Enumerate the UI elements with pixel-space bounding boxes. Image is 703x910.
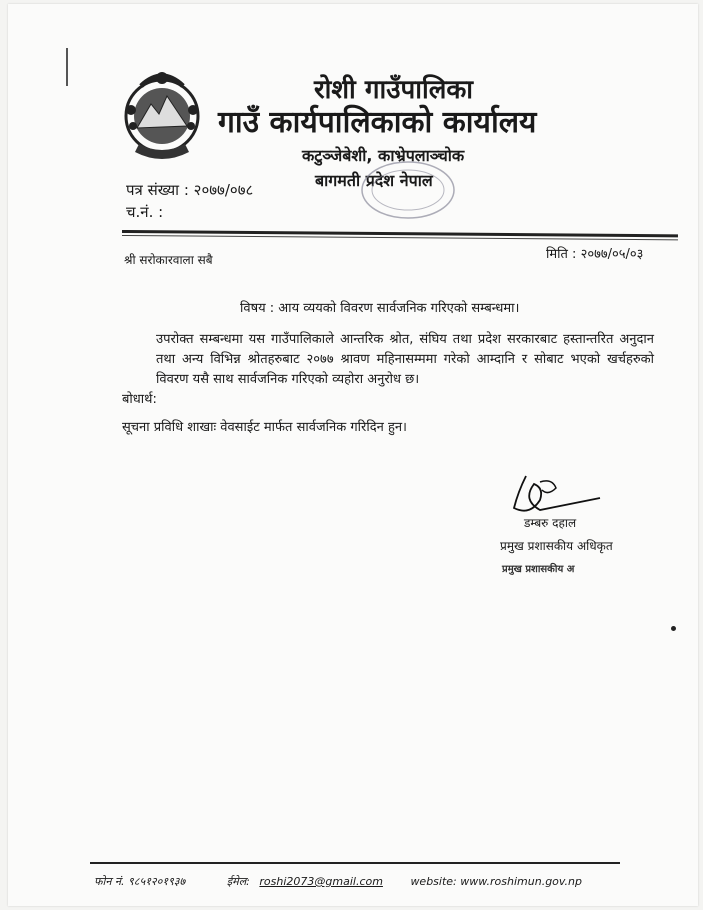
- letter-body: उपरोक्त सम्बन्धमा यस गाउँपालिकाले आन्तरिक श्रोत, संघिय तथा प्रदेश सरकारबाट हस्तान्तरित अनुदान तथा अन्य विभिन्न श्रोतहरुबाट २०७७ श्रावण महिनासम्ममा गरेको आम्दानि र सोबाट भएको खर्चहरुको विवरण यसै साथ सार्वजनिक गरिएको व्यहोरा अनुरोध छ।: [156, 332, 654, 387]
- signatory-stamp: प्रमुख प्रशासकीय अ: [502, 564, 575, 575]
- footer-divider: [90, 862, 620, 864]
- municipality-name: रोशी गाउँपालिका: [314, 75, 474, 105]
- binder-mark: [66, 48, 68, 86]
- reference-number: पत्र संख्या : २०७७/०७८: [126, 181, 254, 199]
- letter-subject: विषय : आय व्ययको विवरण सार्वजनिक गरिएको सम्बन्धमा।: [240, 301, 520, 316]
- office-province: बागमती प्रदेश नेपाल: [315, 171, 433, 190]
- cc-heading: बोधार्थ:: [122, 392, 157, 407]
- letter-page: [8, 4, 698, 906]
- footer-phone: फोन नं. ९८५१२०१९३७: [94, 875, 186, 888]
- office-name: गाउँ कार्यपालिकाको कार्यालय: [218, 105, 537, 140]
- footer-email-label: ईमेल:: [226, 875, 250, 888]
- letter-body-block: [122, 330, 654, 438]
- ink-dot: [671, 626, 676, 631]
- letter-date: मिति : २०७७/०५/०३: [546, 247, 644, 262]
- cc-line: सूचना प्रविधि शाखाः वेवसाईट मार्फत सार्वजनिक गरिदिन हुन।: [122, 420, 407, 435]
- footer-website[interactable]: website: www.roshimun.gov.np: [410, 875, 582, 888]
- recipient: श्री सरोकारवाला सबै: [124, 253, 213, 267]
- footer-email-link[interactable]: roshi2073@gmail.com: [259, 875, 383, 888]
- signatory-name: डम्बरु दहाल: [524, 516, 577, 530]
- footer: [94, 874, 620, 889]
- chalani-number: च.नं. :: [126, 203, 164, 221]
- signatory-title: प्रमुख प्रशासकीय अधिकृत: [500, 539, 613, 553]
- office-location: कटुञ्जेबेशी, काभ्रेपलाञ्चोक: [302, 146, 465, 165]
- nepal-emblem-icon: [121, 66, 203, 168]
- office-stamp-icon: [353, 152, 463, 222]
